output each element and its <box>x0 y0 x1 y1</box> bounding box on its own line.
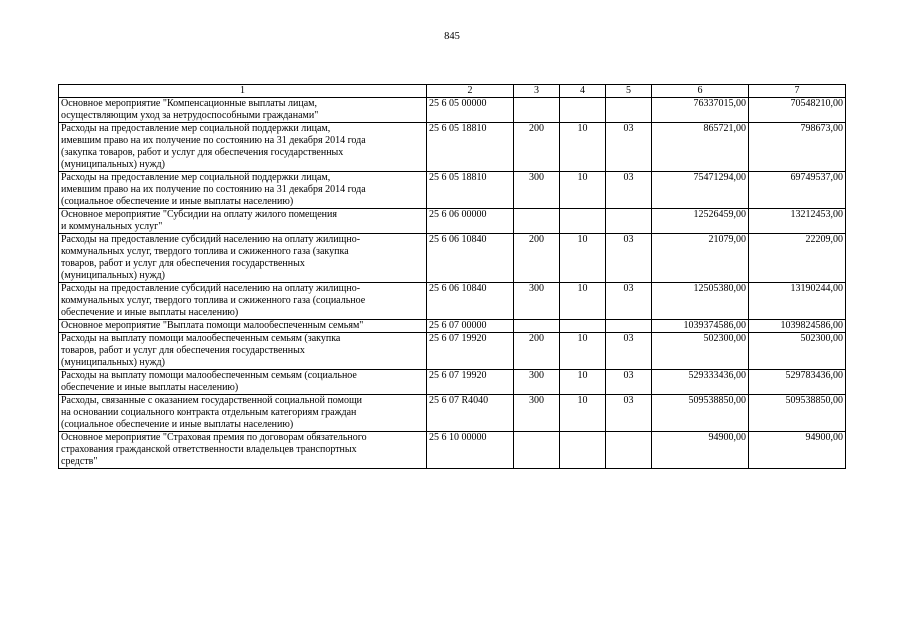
row-section <box>560 98 606 123</box>
table-row <box>59 98 846 123</box>
row-subsection: 03 <box>606 395 652 432</box>
row-subsection: 03 <box>606 123 652 172</box>
row-section: 10 <box>560 283 606 320</box>
table-row <box>59 370 846 395</box>
row-amount-col6: 529333436,00 <box>652 370 749 395</box>
row-expense-type <box>514 432 560 469</box>
row-target-code: 25 6 06 10840 <box>427 234 514 283</box>
header-col-2: 2 <box>427 85 514 98</box>
header-col-4: 4 <box>560 85 606 98</box>
row-subsection: 03 <box>606 234 652 283</box>
row-section: 10 <box>560 395 606 432</box>
row-section <box>560 320 606 333</box>
table-row <box>59 123 846 172</box>
header-col-3: 3 <box>514 85 560 98</box>
header-col-1: 1 <box>59 85 427 98</box>
row-section: 10 <box>560 123 606 172</box>
row-subsection <box>606 320 652 333</box>
row-amount-col7: 509538850,00 <box>749 395 846 432</box>
row-amount-col6: 865721,00 <box>652 123 749 172</box>
row-name: Основное мероприятие "Выплата помощи малообеспеченным семьям" <box>59 320 427 333</box>
row-target-code: 25 6 07 00000 <box>427 320 514 333</box>
row-amount-col7: 529783436,00 <box>749 370 846 395</box>
table-row <box>59 234 846 283</box>
row-amount-col6: 509538850,00 <box>652 395 749 432</box>
row-section <box>560 432 606 469</box>
row-expense-type <box>514 98 560 123</box>
row-name: Расходы на предоставление субсидий населению на оплату жилищно- коммунальных услуг, твердого топлива и сжиженного газа (закупка товаров, работ и услуг для обеспечения государственных (муниципальных) нужд) <box>59 234 427 283</box>
row-subsection <box>606 98 652 123</box>
row-amount-col7: 22209,00 <box>749 234 846 283</box>
row-name: Расходы на предоставление мер социальной поддержки лицам, имевшим право на их получение по состоянию на 31 декабря 2014 года (закупка товаров, работ и услуг для обеспечения государственных (муниципальных) нужд) <box>59 123 427 172</box>
row-amount-col7: 502300,00 <box>749 333 846 370</box>
row-subsection <box>606 209 652 234</box>
row-name: Расходы на предоставление субсидий населению на оплату жилищно- коммунальных услуг, твердого топлива и сжиженного газа (социальное обеспечение и иные выплаты населению) <box>59 283 427 320</box>
row-name: Основное мероприятие "Страховая премия по договорам обязательного страхования гражданской ответственности владельцев транспортных средств" <box>59 432 427 469</box>
row-section: 10 <box>560 333 606 370</box>
row-amount-col7: 1039824586,00 <box>749 320 846 333</box>
header-row <box>59 85 846 98</box>
row-amount-col6: 1039374586,00 <box>652 320 749 333</box>
row-target-code: 25 6 06 10840 <box>427 283 514 320</box>
row-section: 10 <box>560 172 606 209</box>
table-row <box>59 432 846 469</box>
row-expense-type: 300 <box>514 395 560 432</box>
row-subsection: 03 <box>606 333 652 370</box>
row-target-code: 25 6 05 18810 <box>427 172 514 209</box>
row-section <box>560 209 606 234</box>
row-amount-col6: 12505380,00 <box>652 283 749 320</box>
row-name: Расходы на предоставление мер социальной поддержки лицам, имевшим право на их получение по состоянию на 31 декабря 2014 года (социальное обеспечение и иные выплаты населению) <box>59 172 427 209</box>
row-expense-type: 200 <box>514 123 560 172</box>
row-expense-type: 200 <box>514 333 560 370</box>
table-row <box>59 320 846 333</box>
row-amount-col7: 13212453,00 <box>749 209 846 234</box>
row-amount-col7: 70548210,00 <box>749 98 846 123</box>
row-subsection: 03 <box>606 283 652 320</box>
row-subsection: 03 <box>606 172 652 209</box>
row-amount-col6: 94900,00 <box>652 432 749 469</box>
row-name: Расходы, связанные с оказанием государственной социальной помощи на основании социального контракта отдельным категориям граждан (социальное обеспечение и иные выплаты населению) <box>59 395 427 432</box>
table-row <box>59 172 846 209</box>
page-number: 845 <box>444 31 460 42</box>
row-name: Основное мероприятие "Компенсационные выплаты лицам, осуществляющим уход за нетрудоспособными гражданами" <box>59 98 427 123</box>
row-amount-col7: 798673,00 <box>749 123 846 172</box>
row-amount-col6: 75471294,00 <box>652 172 749 209</box>
row-name: Расходы на выплату помощи малообеспеченным семьям (закупка товаров, работ и услуг для обеспечения государственных (муниципальных) нужд) <box>59 333 427 370</box>
row-target-code: 25 6 10 00000 <box>427 432 514 469</box>
row-amount-col6: 502300,00 <box>652 333 749 370</box>
row-subsection: 03 <box>606 370 652 395</box>
row-expense-type <box>514 209 560 234</box>
header-col-6: 6 <box>652 85 749 98</box>
table-row <box>59 395 846 432</box>
row-subsection <box>606 432 652 469</box>
row-expense-type: 300 <box>514 370 560 395</box>
row-name: Расходы на выплату помощи малообеспеченным семьям (социальное обеспечение и иные выплаты населению) <box>59 370 427 395</box>
row-name: Основное мероприятие "Субсидии на оплату жилого помещения и коммунальных услуг" <box>59 209 427 234</box>
row-target-code: 25 6 07 19920 <box>427 333 514 370</box>
row-amount-col7: 94900,00 <box>749 432 846 469</box>
row-section: 10 <box>560 370 606 395</box>
row-amount-col6: 12526459,00 <box>652 209 749 234</box>
row-expense-type <box>514 320 560 333</box>
row-expense-type: 200 <box>514 234 560 283</box>
row-amount-col7: 69749537,00 <box>749 172 846 209</box>
row-expense-type: 300 <box>514 172 560 209</box>
row-amount-col6: 21079,00 <box>652 234 749 283</box>
row-target-code: 25 6 05 18810 <box>427 123 514 172</box>
row-expense-type: 300 <box>514 283 560 320</box>
row-target-code: 25 6 07 19920 <box>427 370 514 395</box>
header-col-5: 5 <box>606 85 652 98</box>
row-section: 10 <box>560 234 606 283</box>
row-amount-col7: 13190244,00 <box>749 283 846 320</box>
budget-table <box>58 84 846 469</box>
row-target-code: 25 6 05 00000 <box>427 98 514 123</box>
header-col-7: 7 <box>749 85 846 98</box>
table-row <box>59 209 846 234</box>
row-target-code: 25 6 07 R4040 <box>427 395 514 432</box>
table-row <box>59 333 846 370</box>
table-row <box>59 283 846 320</box>
row-target-code: 25 6 06 00000 <box>427 209 514 234</box>
row-amount-col6: 76337015,00 <box>652 98 749 123</box>
